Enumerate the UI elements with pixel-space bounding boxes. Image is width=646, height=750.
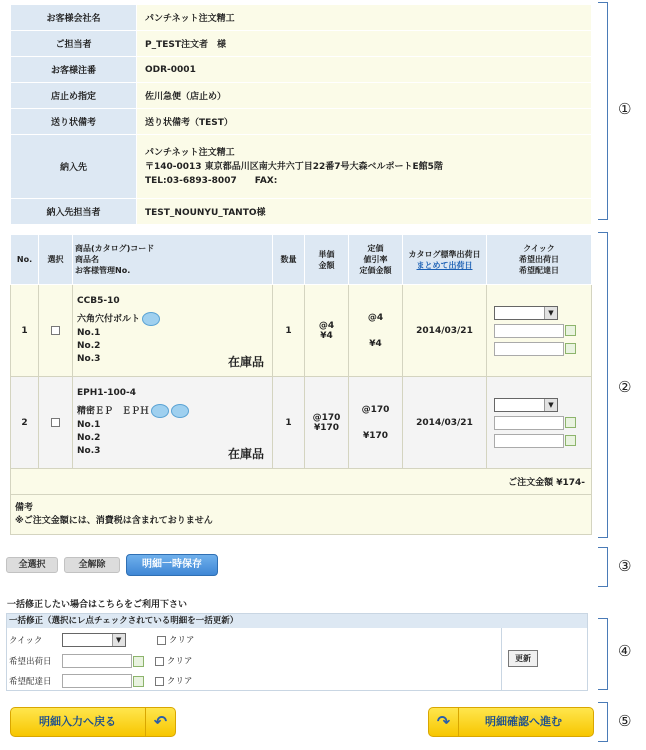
shipping-note-value: 送り状備考（TEST） — [137, 109, 592, 135]
info-bubble-icon[interactable] — [151, 404, 169, 418]
store-value: 佐川急便（店止め） — [137, 83, 592, 109]
back-to-input-button[interactable] — [10, 707, 176, 737]
marker-3: ③ — [618, 557, 632, 575]
bulk-edit-title: 一括修正（選択にレ点チェックされている明細を一括更新） — [7, 614, 587, 628]
chevron-down-icon: ▼ — [544, 307, 557, 319]
product-code: CCB5-10 — [77, 296, 120, 307]
bulk-ship-date-link[interactable]: まとめて出荷日 — [416, 260, 473, 270]
remarks-title: 備考 — [15, 502, 34, 513]
product-name: 精密ＥＰ ＥＰＨ — [77, 406, 150, 417]
col-product-name: 商品名 — [75, 255, 99, 264]
col-product — [73, 235, 273, 285]
row-unit-price: @170 — [312, 412, 341, 423]
quick-select[interactable] — [494, 306, 558, 320]
calendar-icon[interactable] — [133, 676, 144, 687]
product-code: EPH1-100-4 — [77, 388, 137, 399]
delivery-label: 納入先 — [11, 135, 137, 199]
row-quick-cell — [487, 377, 592, 469]
bulk-quick-label: クイック — [9, 635, 43, 646]
row-unit-price: @4 — [318, 320, 335, 331]
table-row — [11, 377, 592, 469]
row-list — [349, 285, 403, 377]
product-cell — [73, 377, 273, 469]
delivery-phone-fax: TEL:03-6893-8007 FAX: — [145, 175, 278, 186]
company-label: お客様会社名 — [11, 5, 137, 31]
calendar-icon[interactable] — [565, 417, 576, 428]
quick-select[interactable] — [494, 398, 558, 412]
row-amount: ¥170 — [313, 422, 340, 433]
bulk-edit-panel — [6, 613, 588, 691]
row-no: 2 — [11, 377, 39, 469]
bulk-ship-input[interactable] — [62, 654, 132, 668]
col-discount: 値引率 — [363, 255, 388, 264]
order-total: ご注文金額 ¥174- — [11, 469, 592, 495]
desired-ship-input[interactable] — [494, 416, 564, 430]
info-bubble-icon[interactable] — [142, 312, 160, 326]
row-select-cell — [39, 377, 73, 469]
product-cell — [73, 285, 273, 377]
row-list-price: @170 — [361, 404, 390, 415]
order-no-value: ODR-0001 — [137, 57, 592, 83]
proceed-to-confirm-label: 明細確認へ進む — [485, 715, 562, 728]
row-ship-date: 2014/03/21 — [403, 285, 487, 377]
marker-4: ④ — [618, 642, 632, 660]
col-unit-price: 単価 — [318, 249, 335, 259]
row-qty: 1 — [273, 285, 305, 377]
row-list-amount: ¥170 — [362, 430, 389, 441]
bulk-quick-row — [9, 633, 194, 647]
desired-delivery-input[interactable] — [494, 434, 564, 448]
section-bracket-2 — [598, 232, 608, 538]
row-select-cell — [39, 285, 73, 377]
col-list-amount: 定価金額 — [359, 266, 392, 275]
col-unit — [305, 235, 349, 285]
chevron-down-icon: ▼ — [544, 399, 557, 411]
chevron-down-icon: ▼ — [112, 634, 125, 646]
stock-status: 在庫品 — [227, 447, 264, 461]
row-list — [349, 377, 403, 469]
calendar-icon[interactable] — [565, 343, 576, 354]
shipping-note-label: 送り状備考 — [11, 109, 137, 135]
col-ship-standard: カタログ標準出荷日 — [408, 249, 481, 259]
section-bracket-1 — [598, 2, 608, 220]
deselect-all-button[interactable]: 全解除 — [64, 557, 120, 573]
row-amount: ¥4 — [320, 330, 333, 341]
row-list-price: @4 — [367, 312, 384, 323]
section-bracket-3 — [598, 547, 608, 587]
table-row — [11, 285, 592, 377]
bulk-intro: 一括修正したい場合はこちらをご利用下さい — [7, 600, 188, 610]
company-value: パンチネット注文精工 — [137, 5, 592, 31]
section-bracket-5 — [598, 702, 608, 742]
store-label: 店止め指定 — [11, 83, 137, 109]
calendar-icon[interactable] — [565, 325, 576, 336]
bulk-delivery-clear-checkbox[interactable] — [155, 677, 164, 686]
delivery-postal-address: 〒140-0013 東京都品川区南大井六丁目22番7号大森ベルポートE館5階 — [145, 161, 443, 172]
bulk-delivery-input[interactable] — [62, 674, 132, 688]
stock-status: 在庫品 — [227, 355, 264, 369]
row-unit — [305, 377, 349, 469]
bulk-delivery-label: 希望配達日 — [9, 676, 52, 687]
calendar-icon[interactable] — [133, 656, 144, 667]
col-list-price: 定価 — [367, 244, 384, 253]
order-info-table — [10, 4, 592, 225]
col-product-mgmt: お客様管理No. — [75, 266, 131, 275]
order-no-label: お客様注番 — [11, 57, 137, 83]
bulk-quick-select[interactable] — [62, 633, 126, 647]
remarks — [11, 495, 592, 535]
bulk-ship-label: 希望出荷日 — [9, 656, 52, 667]
row-quick-cell — [487, 285, 592, 377]
delivery-person-value: TEST_NOUNYU_TANTO様 — [137, 199, 592, 225]
marker-1: ① — [618, 100, 632, 118]
contact-value: P_TEST注文者 様 — [137, 31, 592, 57]
remarks-text: ※ご注文金額には、消費税は含まれておりません — [15, 515, 213, 526]
marker-5: ⑤ — [618, 712, 632, 730]
bulk-ship-row — [9, 654, 192, 668]
delivery-person-label: 納入先担当者 — [11, 199, 137, 225]
col-amount: 金額 — [318, 260, 335, 270]
delivery-name: パンチネット注文精工 — [145, 147, 235, 158]
back-to-input-label: 明細入力へ戻る — [39, 715, 116, 728]
row-ship-date: 2014/03/21 — [403, 377, 487, 469]
order-detail-table — [10, 234, 592, 535]
col-desired-ship: 希望出荷日 — [519, 255, 559, 264]
bulk-quick-clear-label: クリア — [168, 635, 195, 646]
col-ship — [403, 235, 487, 285]
chat-bubble-icon[interactable] — [171, 404, 189, 418]
bulk-update-area — [501, 628, 587, 690]
calendar-icon[interactable] — [565, 435, 576, 446]
delivery-address — [137, 135, 592, 199]
bulk-quick-clear-checkbox[interactable] — [157, 636, 166, 645]
col-product-code: 商品(カタログ)コード — [75, 244, 155, 253]
desired-ship-input[interactable] — [494, 324, 564, 338]
bulk-delivery-row — [9, 674, 192, 688]
bulk-ship-clear-label: クリア — [166, 656, 193, 667]
row-unit — [305, 285, 349, 377]
bulk-ship-clear-checkbox[interactable] — [155, 657, 164, 666]
col-quick — [487, 235, 592, 285]
mgmt-no-2: No.2 — [77, 432, 101, 443]
back-arrow-icon: ↶ — [145, 708, 175, 736]
col-list — [349, 235, 403, 285]
row-list-amount: ¥4 — [369, 338, 382, 349]
desired-delivery-input[interactable] — [494, 342, 564, 356]
product-name: 六角穴付ボルト — [77, 314, 141, 325]
bulk-update-button[interactable]: 更新 — [508, 650, 538, 667]
row-no: 1 — [11, 285, 39, 377]
row-select-checkbox[interactable] — [51, 326, 60, 335]
proceed-to-confirm-button[interactable] — [428, 707, 594, 737]
section-bracket-4 — [598, 618, 608, 690]
col-qty: 数量 — [273, 235, 305, 285]
select-all-button[interactable]: 全選択 — [6, 557, 58, 573]
col-desired-delivery: 希望配達日 — [519, 266, 559, 275]
mgmt-no-3: No.3 — [77, 353, 101, 364]
temp-save-button[interactable]: 明細一時保存 — [126, 554, 218, 576]
row-select-checkbox[interactable] — [51, 418, 60, 427]
mgmt-no-1: No.1 — [77, 327, 101, 338]
contact-label: ご担当者 — [11, 31, 137, 57]
col-no: No. — [11, 235, 39, 285]
row-qty: 1 — [273, 377, 305, 469]
bulk-delivery-clear-label: クリア — [166, 676, 193, 687]
mgmt-no-1: No.1 — [77, 419, 101, 430]
mgmt-no-3: No.3 — [77, 445, 101, 456]
col-quick-label: クイック — [523, 244, 555, 253]
marker-2: ② — [618, 378, 632, 396]
mgmt-no-2: No.2 — [77, 340, 101, 351]
col-select: 選択 — [39, 235, 73, 285]
forward-arrow-icon: ↷ — [429, 708, 459, 736]
